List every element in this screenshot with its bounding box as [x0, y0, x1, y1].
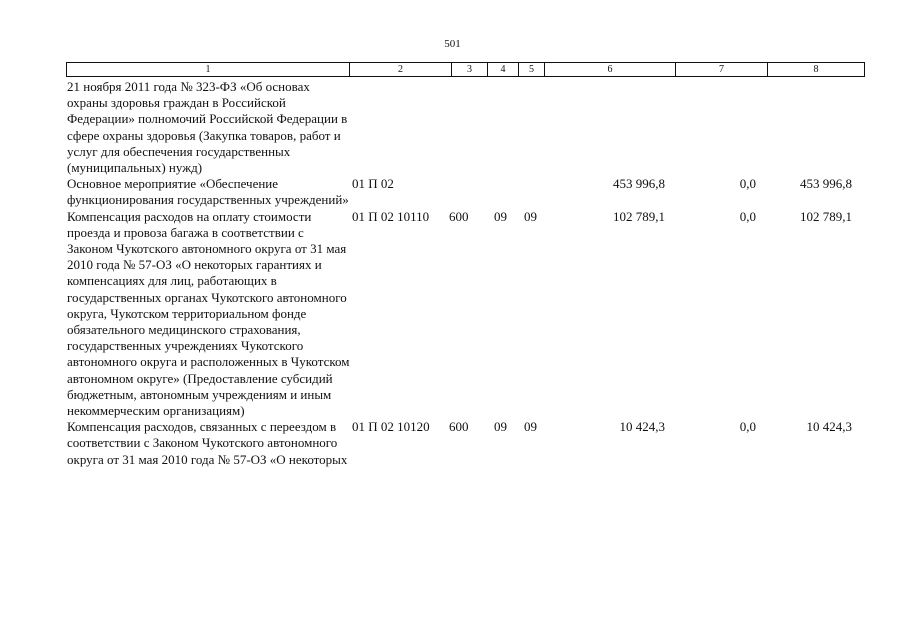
- row-section: 09: [494, 419, 507, 435]
- row-amount-col6: 10 424,3: [619, 419, 665, 435]
- header-col-8: 8: [768, 63, 865, 77]
- row-description: Основное мероприятие «Обеспечение функционирования государственных учреждений»: [67, 176, 349, 208]
- header-col-5: 5: [519, 63, 545, 77]
- budget-table-body: [0, 79, 905, 468]
- row-description: Компенсация расходов на оплату стоимости проезда и провоза багажа в соответствии с Законом Чукотского автономного округа от 31 мая 2010 года № 57-ОЗ «О некоторых гарантиях и компенсациях для лиц, работающих в государственных органах Чукотского автономного округа, Чукотском территориальном фонде обязательного медицинского страхования, государственных учреждениях Чукотского автономного округа и расположенных в Чукотском автономном округе» (Предоставление субсидий бюджетным, автономным учреждениям и иным некоммерческим организациям): [67, 208, 350, 419]
- row-amount-col7: 0,0: [739, 419, 756, 435]
- row-amount-col8: 102 789,1: [800, 208, 852, 224]
- header-col-2: 2: [350, 63, 452, 77]
- row-amount-col8: 10 424,3: [806, 419, 852, 435]
- row-expense-type: 600: [449, 208, 469, 224]
- header-col-4: 4: [488, 63, 519, 77]
- table-row: [0, 209, 905, 420]
- row-amount-col7: 0,0: [739, 208, 756, 224]
- column-number-header: [66, 62, 865, 77]
- row-subsection: 09: [524, 419, 537, 435]
- header-col-7: 7: [676, 63, 768, 77]
- row-description: 21 ноября 2011 года № 323-ФЗ «Об основах охраны здоровья граждан в Российской Федерации» полномочий Российской Федерации в сфере охраны здоровья (Закупка товаров, работ и услуг для обеспечения государственных (муниципальных) нужд): [67, 79, 348, 176]
- row-amount-col7: 0,0: [739, 176, 756, 192]
- table-row: [0, 176, 905, 208]
- row-expense-type: 600: [449, 419, 469, 435]
- header-col-3: 3: [452, 63, 488, 77]
- row-amount-col8: 453 996,8: [800, 176, 852, 192]
- header-col-1: 1: [67, 63, 350, 77]
- page-number: 501: [444, 38, 461, 50]
- row-section: 09: [494, 208, 507, 224]
- table-row: [0, 79, 905, 176]
- header-col-6: 6: [545, 63, 676, 77]
- row-amount-col6: 453 996,8: [613, 176, 665, 192]
- table-row: [0, 419, 905, 468]
- row-subsection: 09: [524, 208, 537, 224]
- row-target-code: 01 П 02: [352, 176, 394, 192]
- row-amount-col6: 102 789,1: [613, 208, 665, 224]
- row-target-code: 01 П 02 10110: [352, 208, 430, 224]
- row-description: Компенсация расходов, связанных с переездом в соответствии с Законом Чукотского автономного округа от 31 мая 2010 года № 57-ОЗ «О некоторых: [67, 419, 348, 467]
- row-target-code: 01 П 02 10120: [352, 419, 430, 435]
